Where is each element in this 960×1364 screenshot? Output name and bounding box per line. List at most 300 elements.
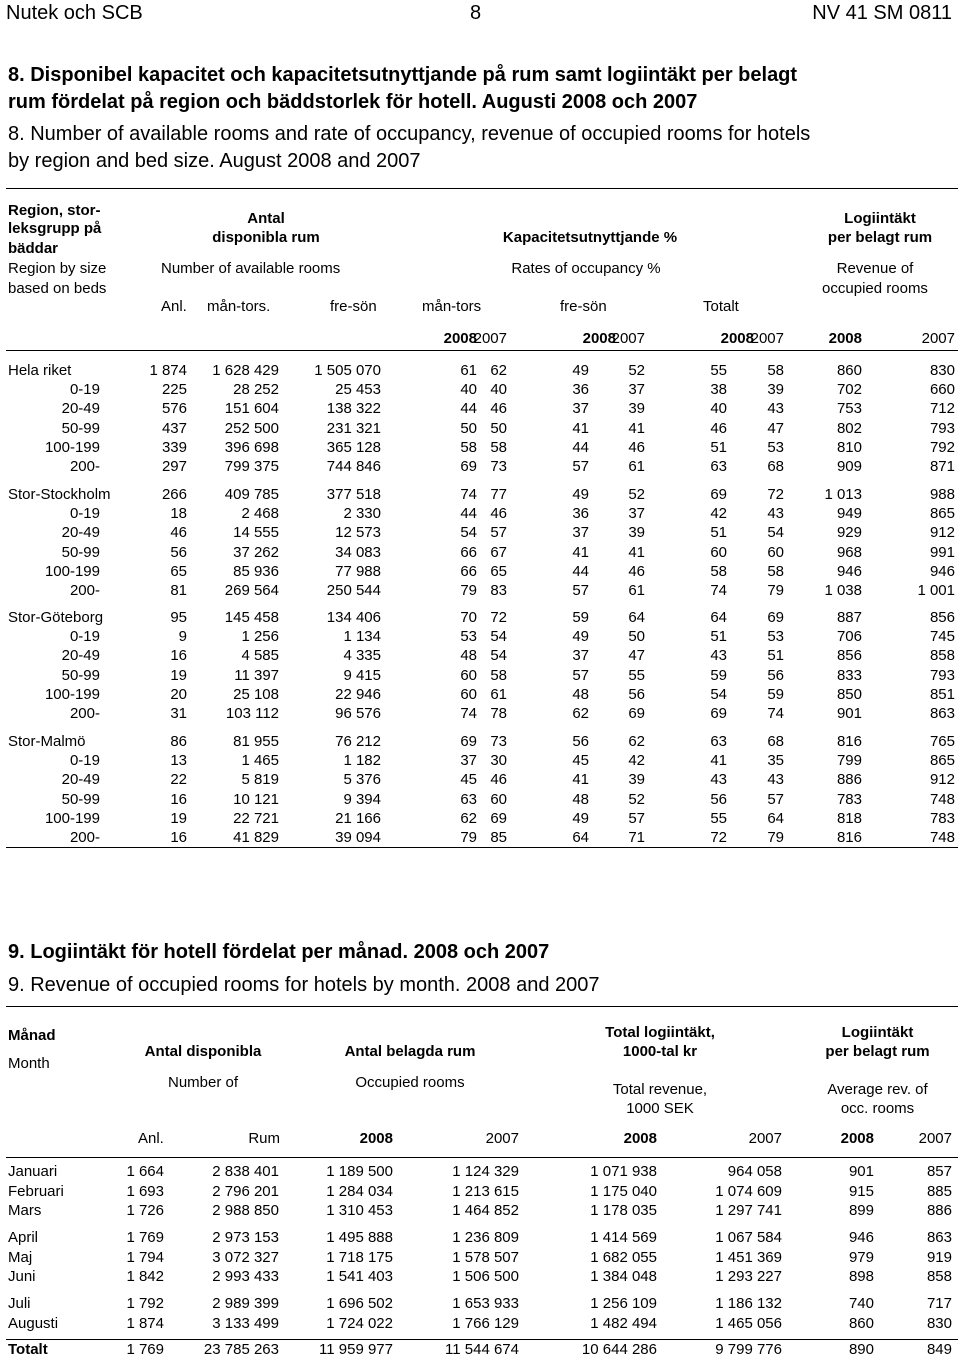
table-cell: 48 [572, 685, 589, 703]
table8-title-sv-1: 8. Disponibel kapacitet och kapacitetsutnyttjande på rum samt logiintäkt per belagt [8, 64, 798, 86]
table-cell: 231 321 [326, 419, 381, 437]
total-cell: 1 769 [126, 1341, 164, 1358]
size-label: 100-199 [44, 562, 100, 580]
table-cell: 51 [767, 647, 784, 665]
table-cell: 79 [767, 582, 784, 599]
table-cell: 1 189 500 [326, 1163, 393, 1180]
table-cell: 19 [170, 809, 187, 827]
table-cell: 2 796 201 [212, 1182, 279, 1200]
table-cell: 57 [572, 666, 589, 684]
header-right: NV 41 SM 0811 [812, 2, 952, 24]
table-cell: 55 [628, 666, 645, 684]
table-cell: 1 038 [824, 582, 862, 599]
table-cell: 1 451 369 [715, 1248, 782, 1266]
table-cell: 886 [836, 771, 862, 789]
table-cell: 69 [710, 486, 727, 503]
table-cell: 899 [848, 1202, 874, 1219]
table-cell: 54 [490, 647, 507, 665]
table-cell: 1 682 055 [590, 1248, 657, 1266]
table-cell: 783 [836, 790, 862, 808]
table-cell: 783 [929, 809, 955, 827]
table-cell: 61 [460, 362, 477, 379]
table-cell: 1 769 [126, 1229, 164, 1246]
table-cell: 54 [460, 524, 477, 542]
table-cell: 765 [929, 733, 955, 750]
table9-h-total-revenue-2: 1000 SEK [626, 1100, 694, 1117]
table-cell: 810 [836, 438, 862, 456]
table-cell: 857 [926, 1163, 952, 1180]
table-cell: 22 721 [233, 809, 279, 827]
table-cell: 51 [710, 524, 727, 542]
table-cell: 59 [710, 666, 727, 684]
table9-h-manad: Månad [8, 1027, 56, 1044]
table-cell: 437 [161, 419, 187, 437]
table8-h-region-sv-3: bäddar [8, 240, 59, 257]
table-cell: 10 121 [233, 790, 279, 808]
table-cell: 14 555 [233, 524, 279, 542]
table-cell: 40 [460, 381, 477, 399]
table-cell: 37 [572, 400, 589, 418]
table9-h-antal-belagda: Antal belagda rum [344, 1043, 476, 1060]
table-cell: 40 [490, 381, 507, 399]
table-cell: 25 108 [233, 685, 279, 703]
table-cell: 73 [490, 733, 507, 750]
table9-header-rule [6, 1157, 958, 1158]
table-cell: 41 [572, 771, 589, 789]
table-cell: 1 664 [126, 1163, 164, 1180]
table-cell: 47 [628, 647, 645, 665]
table8-bottom-rule [6, 847, 958, 848]
table-cell: 1 310 453 [326, 1202, 393, 1219]
table-cell: 863 [926, 1229, 952, 1246]
table-cell: 396 698 [224, 438, 279, 456]
month-label: Juni [8, 1268, 36, 1285]
table-cell: 1 182 [343, 752, 381, 770]
size-label: 20-49 [61, 771, 100, 789]
table-cell: 64 [628, 609, 645, 626]
table9-h-avg-revenue-2: occ. rooms [840, 1100, 915, 1117]
table9-h-anl: Anl. [138, 1130, 164, 1147]
table8-h-anl: Anl. [161, 298, 187, 315]
table8-h-fresön-1: fre-sön [330, 298, 377, 315]
table-cell: 885 [926, 1182, 952, 1200]
table9-h-avg-revenue-1: Average rev. of [827, 1081, 928, 1098]
table-cell: 269 564 [224, 582, 279, 599]
table-cell: 49 [572, 362, 589, 379]
table-cell: 62 [490, 362, 507, 379]
total-cell: 849 [926, 1341, 952, 1358]
table-cell: 1 414 569 [590, 1229, 657, 1246]
table-cell: 83 [490, 582, 507, 599]
table-cell: 297 [161, 458, 187, 475]
table-cell: 134 406 [326, 609, 381, 626]
page-number: 8 [470, 2, 482, 24]
table-cell: 78 [490, 705, 507, 722]
table-cell: 96 576 [335, 705, 381, 722]
table-cell: 41 [572, 419, 589, 437]
region-label: Stor-Malmö [8, 733, 86, 750]
table-cell: 55 [710, 809, 727, 827]
table8-h-revenue-en-2: occupied rooms [822, 280, 928, 297]
table-cell: 81 [170, 582, 187, 599]
table-cell: 946 [929, 562, 955, 580]
size-label: 50-99 [61, 419, 100, 437]
table-cell: 35 [767, 752, 784, 770]
table-cell: 74 [710, 582, 727, 599]
table-cell: 62 [628, 733, 645, 750]
table-cell: 816 [836, 829, 862, 846]
table-cell: 1 541 403 [326, 1268, 393, 1285]
table-cell: 1 842 [126, 1268, 164, 1285]
table8-h-region-sv-1: Region, stor- [8, 202, 101, 219]
size-label: 0-19 [69, 381, 100, 399]
size-label: 20-49 [61, 647, 100, 665]
total-cell: 11 544 674 [445, 1341, 519, 1358]
table-cell: 915 [848, 1182, 874, 1200]
size-label: 0-19 [69, 628, 100, 646]
table-cell: 61 [628, 458, 645, 475]
table8-h-totalt: Totalt [703, 298, 739, 315]
table-cell: 42 [628, 752, 645, 770]
size-label: 50-99 [61, 543, 100, 561]
table-cell: 1 482 494 [590, 1314, 657, 1332]
table-cell: 73 [490, 458, 507, 475]
table-cell: 69 [628, 705, 645, 722]
table-cell: 16 [170, 647, 187, 665]
table-cell: 886 [926, 1202, 952, 1219]
table-cell: 77 [490, 486, 507, 503]
table-cell: 21 166 [335, 809, 381, 827]
table-cell: 62 [460, 809, 477, 827]
table-cell: 43 [710, 771, 727, 789]
size-label: 100-199 [44, 685, 100, 703]
table9-h-total-2: 1000-tal kr [622, 1043, 698, 1060]
table-cell: 860 [848, 1314, 874, 1332]
table-cell: 50 [460, 419, 477, 437]
table-cell: 909 [836, 458, 862, 475]
table-cell: 2 973 153 [212, 1229, 279, 1246]
table-cell: 70 [460, 609, 477, 626]
table-cell: 1 792 [126, 1295, 164, 1312]
table-cell: 377 518 [326, 486, 381, 503]
table-cell: 13 [170, 752, 187, 770]
table-cell: 912 [929, 771, 955, 789]
table-cell: 702 [836, 381, 862, 399]
month-label: Augusti [8, 1314, 59, 1332]
table8-year-header: 2007 [611, 330, 645, 347]
table-cell: 55 [710, 362, 727, 379]
table-cell: 57 [490, 524, 507, 542]
table-cell: 1 236 809 [452, 1229, 519, 1246]
table8-h-fresön-2: fre-sön [560, 298, 607, 315]
month-label: Maj [8, 1248, 33, 1266]
table-cell: 946 [836, 562, 862, 580]
table-cell: 16 [170, 790, 187, 808]
table-cell: 3 133 499 [212, 1314, 279, 1332]
table-cell: 858 [926, 1268, 952, 1285]
table-cell: 1 696 502 [326, 1295, 393, 1312]
table-cell: 38 [710, 381, 727, 399]
table-cell: 979 [848, 1248, 874, 1266]
table-cell: 43 [710, 647, 727, 665]
table-cell: 71 [628, 829, 645, 846]
table-cell: 1 293 227 [715, 1268, 782, 1285]
table-cell: 1 464 852 [452, 1202, 519, 1219]
table-cell: 54 [490, 628, 507, 646]
table8-year-header: 2008 [828, 330, 862, 347]
table-cell: 61 [490, 685, 507, 703]
table-cell: 816 [836, 733, 862, 750]
table-cell: 949 [836, 505, 862, 523]
size-label: 20-49 [61, 400, 100, 418]
table-cell: 81 955 [233, 733, 279, 750]
table-cell: 46 [490, 771, 507, 789]
table-cell: 1 578 507 [452, 1248, 519, 1266]
table-cell: 41 829 [233, 829, 279, 846]
table-cell: 18 [170, 505, 187, 523]
table-cell: 56 [767, 666, 784, 684]
table-cell: 745 [929, 628, 955, 646]
table-cell: 991 [929, 543, 955, 561]
table-cell: 225 [161, 381, 187, 399]
table-cell: 865 [929, 505, 955, 523]
table-cell: 792 [929, 438, 955, 456]
table-cell: 865 [929, 752, 955, 770]
table-cell: 1 465 [241, 752, 279, 770]
table-cell: 103 112 [225, 705, 279, 722]
table-cell: 67 [490, 543, 507, 561]
table-cell: 799 [836, 752, 862, 770]
table-cell: 63 [710, 458, 727, 475]
table-cell: 818 [836, 809, 862, 827]
size-label: 100-199 [44, 438, 100, 456]
table8-h-antal-1: Antal [247, 210, 285, 227]
table-cell: 77 988 [335, 562, 381, 580]
table-cell: 39 [628, 524, 645, 542]
table-cell: 3 072 327 [212, 1248, 279, 1266]
table-cell: 34 083 [335, 543, 381, 561]
table-cell: 37 [628, 505, 645, 523]
table-cell: 1 256 109 [590, 1295, 657, 1312]
table8-h-mantors-2: mån-tors [422, 298, 482, 315]
table-cell: 41 [628, 543, 645, 561]
table-cell: 76 212 [335, 733, 381, 750]
table-cell: 40 [710, 400, 727, 418]
table-cell: 58 [490, 438, 507, 456]
table-cell: 9 415 [343, 666, 381, 684]
table-cell: 49 [572, 809, 589, 827]
table-cell: 45 [460, 771, 477, 789]
table-cell: 52 [628, 486, 645, 503]
table-cell: 901 [848, 1163, 874, 1180]
table8-year-header: 2008 [443, 330, 477, 347]
table-cell: 51 [710, 628, 727, 646]
table-cell: 57 [572, 458, 589, 475]
month-label: Mars [8, 1202, 42, 1219]
table8-year-header: 2008 [582, 330, 616, 347]
table8-title-en-1: 8. Number of available rooms and rate of occupancy, revenue of occupied rooms for hotels [8, 123, 811, 145]
table-cell: 802 [836, 419, 862, 437]
table-cell: 52 [628, 362, 645, 379]
month-label: April [8, 1229, 39, 1246]
table9-h-antal-disponibla: Antal disponibla [144, 1043, 262, 1060]
table9-h-logi-2: per belagt rum [825, 1043, 930, 1060]
table9-title-sv: 9. Logiintäkt för hotell fördelat per månad. 2008 och 2007 [8, 941, 550, 963]
table-cell: 830 [926, 1314, 952, 1332]
table-cell: 339 [161, 438, 187, 456]
table-cell: 46 [490, 505, 507, 523]
table-cell: 60 [460, 685, 477, 703]
table-cell: 58 [767, 562, 784, 580]
table-cell: 9 [178, 628, 187, 646]
table-cell: 69 [490, 809, 507, 827]
table-cell: 576 [161, 400, 187, 418]
table-cell: 72 [710, 829, 727, 846]
table-cell: 50 [490, 419, 507, 437]
total-cell: 23 785 263 [203, 1341, 279, 1358]
table-cell: 712 [929, 400, 955, 418]
table-cell: 250 544 [326, 582, 381, 599]
table-cell: 74 [460, 486, 477, 503]
table-cell: 1 766 129 [452, 1314, 519, 1332]
table-cell: 1 074 609 [715, 1182, 782, 1200]
table-cell: 48 [460, 647, 477, 665]
table-cell: 20 [170, 685, 187, 703]
table-cell: 44 [572, 438, 589, 456]
table-cell: 46 [628, 438, 645, 456]
total-cell: 11 959 977 [319, 1341, 393, 1358]
table-cell: 830 [929, 362, 955, 379]
table-cell: 61 [628, 582, 645, 599]
table8-header-rule [6, 350, 958, 351]
table-cell: 1 505 070 [314, 362, 381, 379]
table8-h-region-en-2: based on beds [8, 280, 107, 297]
table-cell: 858 [929, 647, 955, 665]
table9-h-total-revenue-1: Total revenue, [612, 1081, 708, 1098]
table-cell: 56 [710, 790, 727, 808]
table-cell: 63 [710, 733, 727, 750]
month-label: Januari [8, 1163, 58, 1180]
table-cell: 37 [628, 381, 645, 399]
table-cell: 58 [490, 666, 507, 684]
table8-h-logi-1: Logiintäkt [844, 210, 916, 227]
table-cell: 2 988 850 [212, 1202, 279, 1219]
table-cell: 1 384 048 [590, 1268, 657, 1285]
table-cell: 58 [460, 438, 477, 456]
size-label: 200- [69, 829, 100, 846]
table-cell: 72 [490, 609, 507, 626]
table8-h-revenue-en-1: Revenue of [836, 260, 914, 277]
size-label: 50-99 [61, 666, 100, 684]
table8-h-rates-en: Rates of occupancy % [511, 260, 661, 277]
table-cell: 63 [460, 790, 477, 808]
table-cell: 66 [460, 562, 477, 580]
table-cell: 753 [836, 400, 862, 418]
table-cell: 912 [929, 524, 955, 542]
table-cell: 66 [460, 543, 477, 561]
table-cell: 65 [490, 562, 507, 580]
table-cell: 69 [460, 458, 477, 475]
size-label: 200- [69, 458, 100, 475]
table9-year-header: 2008 [359, 1130, 393, 1147]
table9-h-month: Month [8, 1055, 50, 1072]
table-cell: 59 [572, 609, 589, 626]
table-cell: 53 [767, 438, 784, 456]
table-cell: 1 067 584 [715, 1229, 782, 1246]
table-cell: 68 [767, 733, 784, 750]
size-label: 200- [69, 582, 100, 599]
table-cell: 2 330 [343, 505, 381, 523]
table-cell: 53 [460, 628, 477, 646]
table-cell: 64 [767, 809, 784, 827]
table-cell: 1 724 022 [326, 1314, 393, 1332]
table-cell: 54 [710, 685, 727, 703]
table-cell: 851 [929, 685, 955, 703]
table-cell: 58 [710, 562, 727, 580]
table-cell: 856 [836, 647, 862, 665]
table-cell: 64 [572, 829, 589, 846]
table-cell: 1 465 056 [715, 1314, 782, 1332]
table-cell: 60 [710, 543, 727, 561]
table9-year-header: 2008 [623, 1130, 657, 1147]
table8-year-header: 2007 [921, 330, 955, 347]
table9-h-total-1: Total logiintäkt, [605, 1024, 715, 1041]
table-cell: 47 [767, 419, 784, 437]
table-cell: 748 [929, 790, 955, 808]
table-cell: 1 178 035 [590, 1202, 657, 1219]
table-cell: 37 262 [233, 543, 279, 561]
table9-year-header: 2007 [918, 1130, 952, 1147]
table-cell: 9 394 [343, 790, 381, 808]
table9-year-header: 2007 [748, 1130, 782, 1147]
table-cell: 39 [628, 400, 645, 418]
table-cell: 41 [710, 752, 727, 770]
table-cell: 860 [836, 362, 862, 379]
table-cell: 36 [572, 381, 589, 399]
table-cell: 138 322 [326, 400, 381, 418]
table-cell: 95 [170, 609, 187, 626]
table-cell: 1 653 933 [452, 1295, 519, 1312]
total-cell: 9 799 776 [715, 1341, 782, 1358]
table-cell: 1 794 [126, 1248, 164, 1266]
table-cell: 964 058 [727, 1163, 782, 1180]
table-cell: 69 [460, 733, 477, 750]
table-cell: 793 [929, 666, 955, 684]
table-cell: 86 [170, 733, 187, 750]
table-cell: 39 [628, 771, 645, 789]
table-cell: 44 [572, 562, 589, 580]
table-cell: 46 [628, 562, 645, 580]
table-cell: 48 [572, 790, 589, 808]
table-cell: 85 936 [233, 562, 279, 580]
table9-h-logi-1: Logiintäkt [841, 1024, 914, 1041]
table-cell: 266 [161, 486, 187, 503]
table-cell: 887 [836, 609, 862, 626]
total-cell: 10 644 286 [581, 1341, 657, 1358]
total-label: Totalt [8, 1341, 48, 1358]
size-label: 20-49 [61, 524, 100, 542]
table-cell: 49 [572, 628, 589, 646]
table-cell: 37 [572, 524, 589, 542]
total-cell: 890 [848, 1341, 874, 1358]
table-cell: 59 [767, 685, 784, 703]
table-cell: 871 [929, 458, 955, 475]
table-cell: 22 946 [335, 685, 381, 703]
table-cell: 929 [836, 524, 862, 542]
table8-h-available-en: Number of available rooms [161, 260, 341, 277]
table-cell: 44 [460, 505, 477, 523]
table-cell: 12 573 [335, 524, 381, 542]
